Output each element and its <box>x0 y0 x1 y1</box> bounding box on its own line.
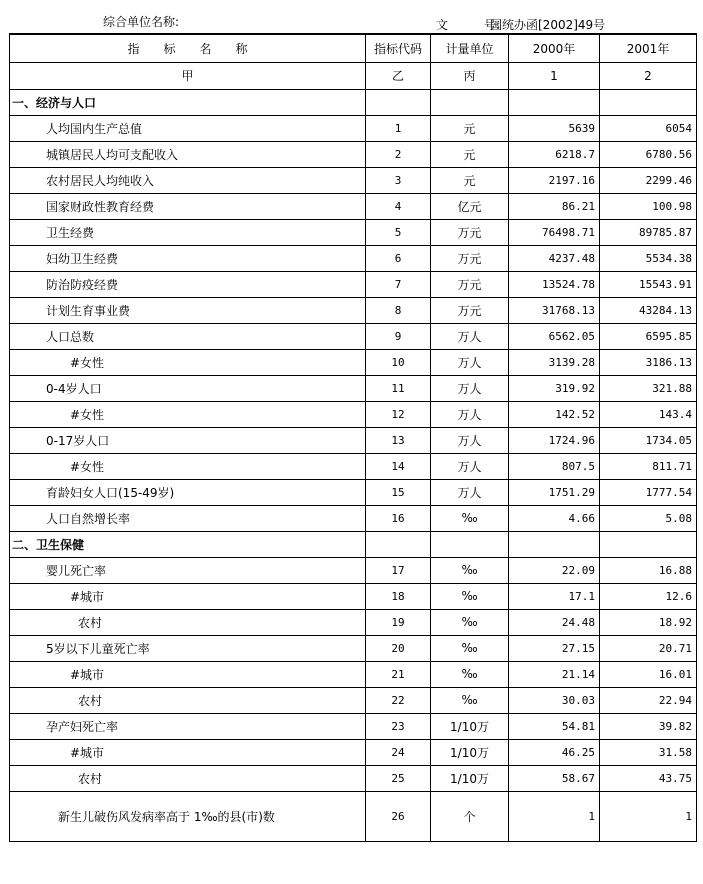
indicator-code: 9 <box>366 323 431 349</box>
indicator-unit: ‰ <box>431 505 509 531</box>
indicator-code: 13 <box>366 427 431 453</box>
table-row <box>10 219 697 245</box>
cell-code-empty <box>366 531 431 557</box>
table-row <box>10 453 697 479</box>
value-2001: 16.88 <box>600 557 697 583</box>
indicator-code: 24 <box>366 739 431 765</box>
cell-2001-empty <box>600 89 697 115</box>
indicator-name: 0-4岁人口 <box>10 375 366 401</box>
indicator-unit: 1/10万 <box>431 739 509 765</box>
value-2001: 6054 <box>600 115 697 141</box>
indicator-code: 25 <box>366 765 431 791</box>
indicator-code: 10 <box>366 349 431 375</box>
col-label-name: 甲 <box>10 62 366 89</box>
cell-unit-empty <box>431 531 509 557</box>
value-2001: 20.71 <box>600 635 697 661</box>
value-2000: 76498.71 <box>509 219 600 245</box>
col-label-2001: 2 <box>600 62 697 89</box>
indicator-unit: ‰ <box>431 609 509 635</box>
indicator-code: 4 <box>366 193 431 219</box>
col-header-2001: 2001年 <box>600 34 697 62</box>
indicator-code: 8 <box>366 297 431 323</box>
value-2000: 30.03 <box>509 687 600 713</box>
indicator-code: 15 <box>366 479 431 505</box>
indicator-code: 21 <box>366 661 431 687</box>
table-row <box>10 557 697 583</box>
indicator-name: #城市 <box>10 739 366 765</box>
indicator-name: 育龄妇女人口(15-49岁) <box>10 479 366 505</box>
value-2001: 100.98 <box>600 193 697 219</box>
doc-number-value: 国统办函[2002]49号 <box>490 18 606 32</box>
indicator-code: 7 <box>366 271 431 297</box>
cell-2000-empty <box>509 89 600 115</box>
table-row <box>10 115 697 141</box>
indicator-name: 防治防疫经费 <box>10 271 366 297</box>
table-row <box>10 167 697 193</box>
unit-name-label: 综合单位名称: <box>103 15 180 29</box>
table-row <box>10 505 697 531</box>
indicator-name: 农村 <box>10 765 366 791</box>
section-title: 二、卫生保健 <box>10 531 366 557</box>
value-2001: 1 <box>600 791 697 841</box>
indicator-name: 婴儿死亡率 <box>10 557 366 583</box>
table-row <box>10 635 697 661</box>
value-2001: 5534.38 <box>600 245 697 271</box>
indicator-code: 6 <box>366 245 431 271</box>
indicator-unit: 个 <box>431 791 509 841</box>
value-2000: 4237.48 <box>509 245 600 271</box>
indicator-unit: 万人 <box>431 479 509 505</box>
indicator-name: #城市 <box>10 583 366 609</box>
report-header <box>0 10 703 32</box>
value-2001: 43.75 <box>600 765 697 791</box>
table-row <box>10 271 697 297</box>
value-2001: 811.71 <box>600 453 697 479</box>
value-2000: 5639 <box>509 115 600 141</box>
indicator-unit: 万人 <box>431 453 509 479</box>
indicator-name: 人均国内生产总值 <box>10 115 366 141</box>
indicator-code: 2 <box>366 141 431 167</box>
indicator-unit: ‰ <box>431 661 509 687</box>
indicator-unit: 元 <box>431 141 509 167</box>
section-row <box>10 531 697 557</box>
value-2000: 4.66 <box>509 505 600 531</box>
indicator-unit: 万人 <box>431 323 509 349</box>
column-label-row <box>10 62 697 89</box>
table-row <box>10 739 697 765</box>
table-row <box>10 713 697 739</box>
col-label-2000: 1 <box>509 62 600 89</box>
cell-unit-empty <box>431 89 509 115</box>
value-2000: 21.14 <box>509 661 600 687</box>
table-row <box>10 401 697 427</box>
value-2000: 142.52 <box>509 401 600 427</box>
value-2000: 13524.78 <box>509 271 600 297</box>
indicator-code: 14 <box>366 453 431 479</box>
value-2001: 89785.87 <box>600 219 697 245</box>
indicator-name: 国家财政性教育经费 <box>10 193 366 219</box>
value-2000: 46.25 <box>509 739 600 765</box>
indicator-code: 20 <box>366 635 431 661</box>
table-row <box>10 297 697 323</box>
indicator-code: 23 <box>366 713 431 739</box>
col-header-name: 指 标 名 称 <box>10 34 366 62</box>
indicator-name: 孕产妇死亡率 <box>10 713 366 739</box>
indicator-unit: 万人 <box>431 401 509 427</box>
value-2001: 1777.54 <box>600 479 697 505</box>
value-2001: 6780.56 <box>600 141 697 167</box>
indicator-name: 农村 <box>10 609 366 635</box>
indicator-name: 农村 <box>10 687 366 713</box>
value-2001: 143.4 <box>600 401 697 427</box>
table-header-row <box>10 34 697 62</box>
indicator-code: 26 <box>366 791 431 841</box>
value-2001: 15543.91 <box>600 271 697 297</box>
table-row <box>10 375 697 401</box>
indicator-unit: 1/10万 <box>431 765 509 791</box>
value-2001: 22.94 <box>600 687 697 713</box>
indicator-unit: 万人 <box>431 349 509 375</box>
indicator-name: 0-17岁人口 <box>10 427 366 453</box>
indicator-code: 5 <box>366 219 431 245</box>
value-2001: 6595.85 <box>600 323 697 349</box>
indicator-name: 农村居民人均纯收入 <box>10 167 366 193</box>
indicator-code: 1 <box>366 115 431 141</box>
indicator-unit: 元 <box>431 167 509 193</box>
value-2000: 1724.96 <box>509 427 600 453</box>
cell-2001-empty <box>600 531 697 557</box>
table-row <box>10 687 697 713</box>
table-row <box>10 193 697 219</box>
indicator-unit: 亿元 <box>431 193 509 219</box>
indicator-unit: 万元 <box>431 297 509 323</box>
col-label-unit: 丙 <box>431 62 509 89</box>
indicator-unit: 万元 <box>431 219 509 245</box>
indicator-unit: ‰ <box>431 557 509 583</box>
table-row <box>10 427 697 453</box>
table-row <box>10 323 697 349</box>
indicator-name: 计划生育事业费 <box>10 297 366 323</box>
indicator-name: 卫生经费 <box>10 219 366 245</box>
indicator-name: #女性 <box>10 401 366 427</box>
value-2000: 319.92 <box>509 375 600 401</box>
table-row <box>10 791 697 841</box>
indicator-unit: 万人 <box>431 427 509 453</box>
indicator-unit: ‰ <box>431 583 509 609</box>
indicator-name: #女性 <box>10 453 366 479</box>
col-header-unit: 计量单位 <box>431 34 509 62</box>
table-row <box>10 349 697 375</box>
indicator-code: 22 <box>366 687 431 713</box>
value-2001: 321.88 <box>600 375 697 401</box>
value-2001: 18.92 <box>600 609 697 635</box>
indicator-code: 11 <box>366 375 431 401</box>
indicator-unit: 万元 <box>431 245 509 271</box>
indicator-unit: ‰ <box>431 687 509 713</box>
indicator-name: 妇幼卫生经费 <box>10 245 366 271</box>
cell-2000-empty <box>509 531 600 557</box>
value-2000: 27.15 <box>509 635 600 661</box>
section-row <box>10 89 697 115</box>
indicator-code: 18 <box>366 583 431 609</box>
statistics-table <box>9 33 697 842</box>
indicator-name: 5岁以下儿童死亡率 <box>10 635 366 661</box>
col-label-code: 乙 <box>366 62 431 89</box>
indicator-code: 3 <box>366 167 431 193</box>
value-2001: 3186.13 <box>600 349 697 375</box>
value-2000: 1751.29 <box>509 479 600 505</box>
indicator-name: #城市 <box>10 661 366 687</box>
table-row <box>10 609 697 635</box>
value-2000: 54.81 <box>509 713 600 739</box>
value-2001: 12.6 <box>600 583 697 609</box>
indicator-name: #女性 <box>10 349 366 375</box>
value-2000: 2197.16 <box>509 167 600 193</box>
col-header-code: 指标代码 <box>366 34 431 62</box>
indicator-unit: 元 <box>431 115 509 141</box>
indicator-name: 新生儿破伤风发病率高于 1‰的县(市)数 <box>10 791 366 841</box>
value-2000: 22.09 <box>509 557 600 583</box>
value-2001: 1734.05 <box>600 427 697 453</box>
indicator-code: 16 <box>366 505 431 531</box>
table-row <box>10 141 697 167</box>
indicator-unit: 1/10万 <box>431 713 509 739</box>
value-2001: 2299.46 <box>600 167 697 193</box>
value-2000: 31768.13 <box>509 297 600 323</box>
value-2001: 5.08 <box>600 505 697 531</box>
indicator-name: 人口总数 <box>10 323 366 349</box>
value-2001: 43284.13 <box>600 297 697 323</box>
table-row <box>10 765 697 791</box>
cell-code-empty <box>366 89 431 115</box>
indicator-code: 12 <box>366 401 431 427</box>
value-2001: 31.58 <box>600 739 697 765</box>
indicator-code: 19 <box>366 609 431 635</box>
value-2000: 6218.7 <box>509 141 600 167</box>
indicator-name: 城镇居民人均可支配收入 <box>10 141 366 167</box>
table-row <box>10 583 697 609</box>
indicator-unit: ‰ <box>431 635 509 661</box>
value-2000: 86.21 <box>509 193 600 219</box>
value-2000: 807.5 <box>509 453 600 479</box>
value-2000: 24.48 <box>509 609 600 635</box>
section-title: 一、经济与人口 <box>10 89 366 115</box>
value-2001: 16.01 <box>600 661 697 687</box>
value-2001: 39.82 <box>600 713 697 739</box>
value-2000: 17.1 <box>509 583 600 609</box>
col-header-2000: 2000年 <box>509 34 600 62</box>
indicator-code: 17 <box>366 557 431 583</box>
table-row <box>10 245 697 271</box>
indicator-unit: 万人 <box>431 375 509 401</box>
value-2000: 58.67 <box>509 765 600 791</box>
table-row <box>10 479 697 505</box>
value-2000: 6562.05 <box>509 323 600 349</box>
value-2000: 3139.28 <box>509 349 600 375</box>
doc-number-label: 文 号: <box>436 18 501 32</box>
indicator-unit: 万元 <box>431 271 509 297</box>
table-row <box>10 661 697 687</box>
indicator-name: 人口自然增长率 <box>10 505 366 531</box>
value-2000: 1 <box>509 791 600 841</box>
